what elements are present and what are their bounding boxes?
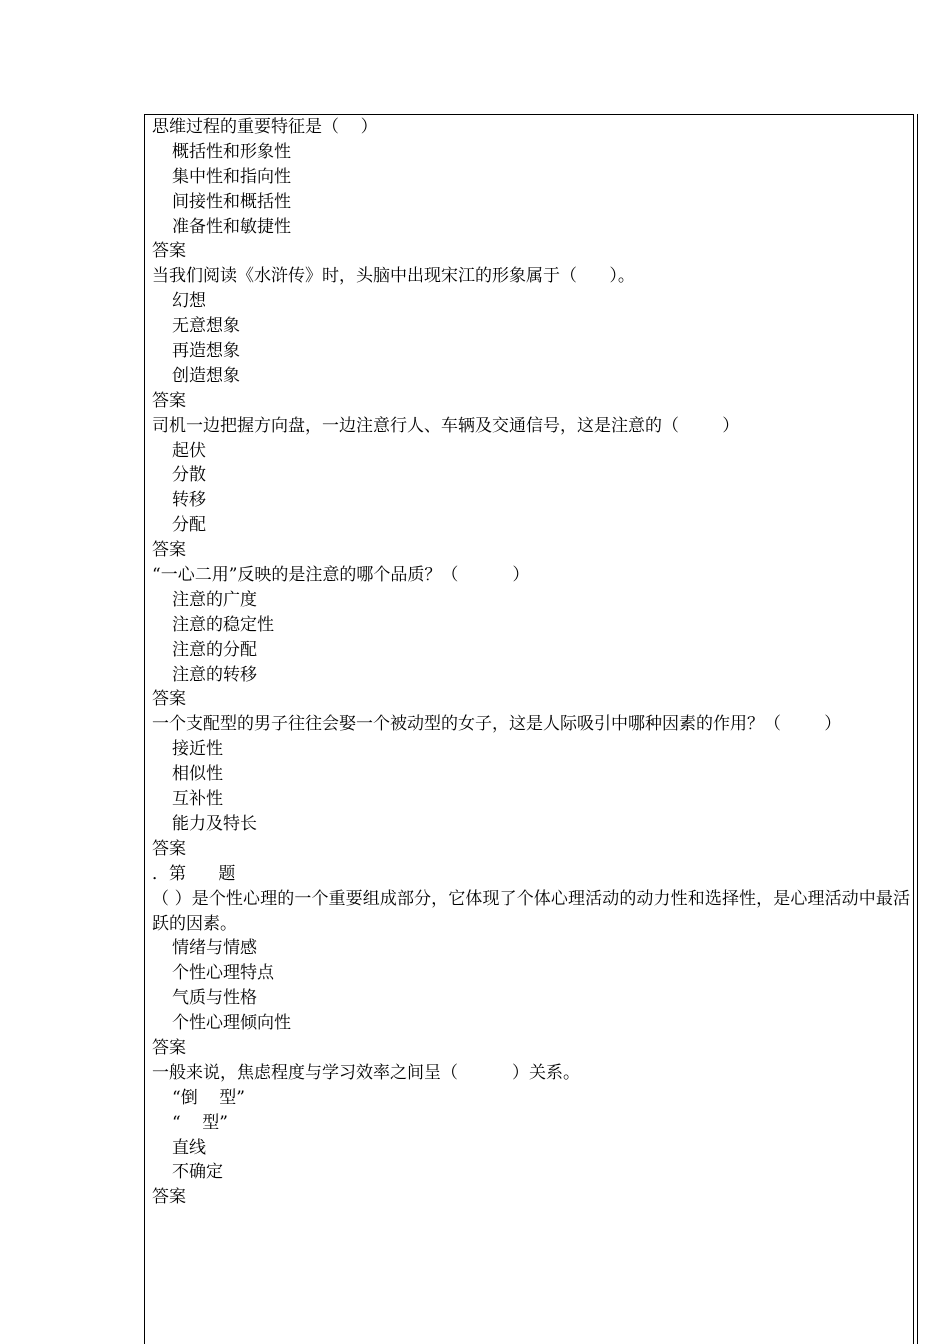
- option-b: 集中性和指向性: [172, 166, 291, 187]
- question-stem: （ ）是个性心理的一个重要组成部分，它体现了个体心理活动的动力性和选择性，是心理活动中最活跃的因素。: [152, 888, 910, 934]
- option-b: 个性心理特点: [172, 963, 274, 984]
- option-a: 起伏: [172, 440, 206, 461]
- option-d: 分配: [172, 515, 206, 536]
- option-c: 直线: [172, 1137, 206, 1158]
- option-c: 间接性和概括性: [172, 191, 291, 212]
- option-a: 概括性和形象性: [172, 141, 291, 162]
- option-d: 不确定: [172, 1162, 223, 1183]
- option-c: 再造想象: [172, 341, 240, 362]
- option-a: 幻想: [172, 291, 206, 312]
- question-6: [152, 862, 910, 1061]
- option-d: 个性心理倾向性: [172, 1013, 291, 1034]
- question-1: [152, 115, 910, 264]
- question-number: ．第 题: [152, 863, 236, 884]
- answer-label: 答案: [152, 241, 186, 262]
- option-a: “倒 型”: [172, 1087, 245, 1108]
- question-4: [152, 563, 910, 712]
- question-stem: 一般来说，焦虑程度与学习效率之间呈（ ）关系。: [152, 1062, 581, 1083]
- question-stem: 当我们阅读《水浒传》时，头脑中出现宋江的形象属于（ ）。: [152, 266, 635, 287]
- option-d: 能力及特长: [172, 813, 257, 834]
- option-d: 注意的转移: [172, 664, 257, 685]
- question-stem: “一心二用”反映的是注意的哪个品质？（ ）: [152, 565, 530, 586]
- option-a: 接近性: [172, 739, 223, 760]
- option-b: 分散: [172, 465, 206, 486]
- answer-label: 答案: [152, 838, 186, 859]
- option-d: 创造想象: [172, 365, 240, 386]
- option-b: “ 型”: [172, 1112, 228, 1133]
- question-3: [152, 414, 910, 563]
- option-a: 情绪与情感: [172, 938, 257, 959]
- answer-label: 答案: [152, 1187, 186, 1208]
- option-b: 相似性: [172, 764, 223, 785]
- option-c: 互补性: [172, 789, 223, 810]
- question-7: [152, 1061, 910, 1210]
- option-b: 无意想象: [172, 316, 240, 337]
- option-c: 转移: [172, 490, 206, 511]
- table-frame-double-line: [917, 114, 918, 1344]
- answer-label: 答案: [152, 540, 186, 561]
- answer-label: 答案: [152, 689, 186, 710]
- question-stem: 司机一边把握方向盘，一边注意行人、车辆及交通信号，这是注意的（ ）: [152, 415, 740, 436]
- option-a: 注意的广度: [172, 589, 257, 610]
- answer-label: 答案: [152, 1037, 186, 1058]
- question-list: [152, 115, 910, 1210]
- option-b: 注意的稳定性: [172, 614, 274, 635]
- question-5: [152, 712, 910, 861]
- question-stem: 一个支配型的男子往往会娶一个被动型的女子，这是人际吸引中哪种因素的作用？（ ）: [152, 714, 842, 735]
- option-c: 气质与性格: [172, 988, 257, 1009]
- answer-label: 答案: [152, 390, 186, 411]
- option-c: 注意的分配: [172, 639, 257, 660]
- question-stem: 思维过程的重要特征是（ ）: [152, 117, 378, 137]
- question-2: [152, 264, 910, 413]
- option-d: 准备性和敏捷性: [172, 216, 291, 237]
